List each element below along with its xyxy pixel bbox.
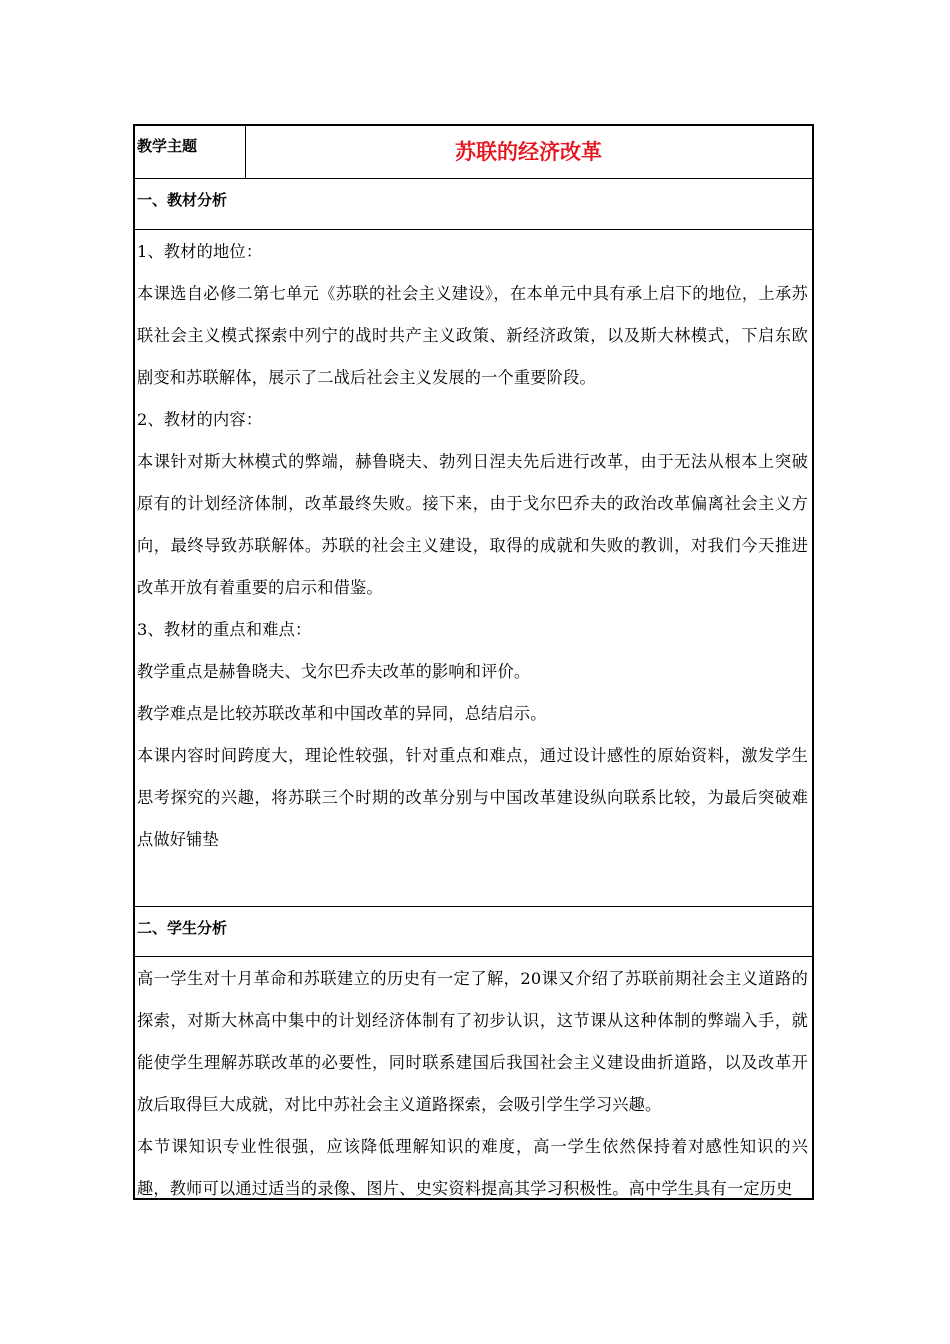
paragraph: 高一学生对十月革命和苏联建立的历史有一定了解，20课又介绍了苏联前期社会主义道路的探索，对斯大林高中集中的计划经济体制有了初步认识，这节课从这种体制的弊端入手，就能使学生理解苏联改革的必要性，同时联系建国后我国社会主义建设曲折道路，以及改革开放后取得巨大成就，对比中苏社会主义道路探索，会吸引学生学习兴趣。 (137, 969, 808, 1114)
paragraph: 2、教材的内容： (137, 410, 263, 429)
paragraph: 教学难点是比较苏联改革和中国改革的异同，总结启示。 (137, 704, 547, 723)
paragraph: 本节课知识专业性很强，应该降低理解知识的难度，高一学生依然保持着对感性知识的兴趣，教师可以通过适当的录像、图片、史实资料提高其学习积极性。高中学生具有一定历史 (137, 1137, 808, 1198)
paragraph: 本课选自必修二第七单元《苏联的社会主义建设》，在本单元中具有承上启下的地位，上承苏联社会主义模式探索中列宁的战时共产主义政策、新经济政策，以及斯大林模式，下启东欧剧变和苏联解体，展示了二战后社会主义发展的一个重要阶段。 (137, 284, 808, 387)
paragraph: 教学重点是赫鲁晓夫、戈尔巴乔夫改革的影响和评价。 (137, 662, 531, 681)
paragraph: 本课针对斯大林模式的弊端，赫鲁晓夫、勃列日涅夫先后进行改革，由于无法从根本上突破原有的计划经济体制，改革最终失败。接下来，由于戈尔巴乔夫的政治改革偏离社会主义方向，最终导致苏联解体。苏联的社会主义建设，取得的成就和失败的教训，对我们今天推进改革开放有着重要的启示和借鉴。 (137, 452, 808, 597)
paragraph: 1、教材的地位： (137, 242, 263, 261)
section-body-material (137, 231, 808, 861)
page-title: 苏联的经济改革 (455, 140, 602, 164)
topic-label: 教学主题 (137, 137, 198, 155)
row-divider (135, 178, 812, 179)
row-divider (135, 229, 812, 230)
row-divider (135, 956, 812, 957)
section-heading-material: 一、教材分析 (137, 191, 228, 209)
paragraph: 3、教材的重点和难点： (137, 620, 312, 639)
lesson-plan-table (133, 124, 814, 1200)
row-divider (135, 906, 812, 907)
section-body-students (137, 958, 808, 1210)
section-heading-students: 二、学生分析 (137, 919, 228, 937)
paragraph: 本课内容时间跨度大，理论性较强，针对重点和难点，通过设计感性的原始资料，激发学生思考探究的兴趣，将苏联三个时期的改革分别与中国改革建设纵向联系比较，为最后突破难点做好铺垫 (137, 746, 808, 849)
